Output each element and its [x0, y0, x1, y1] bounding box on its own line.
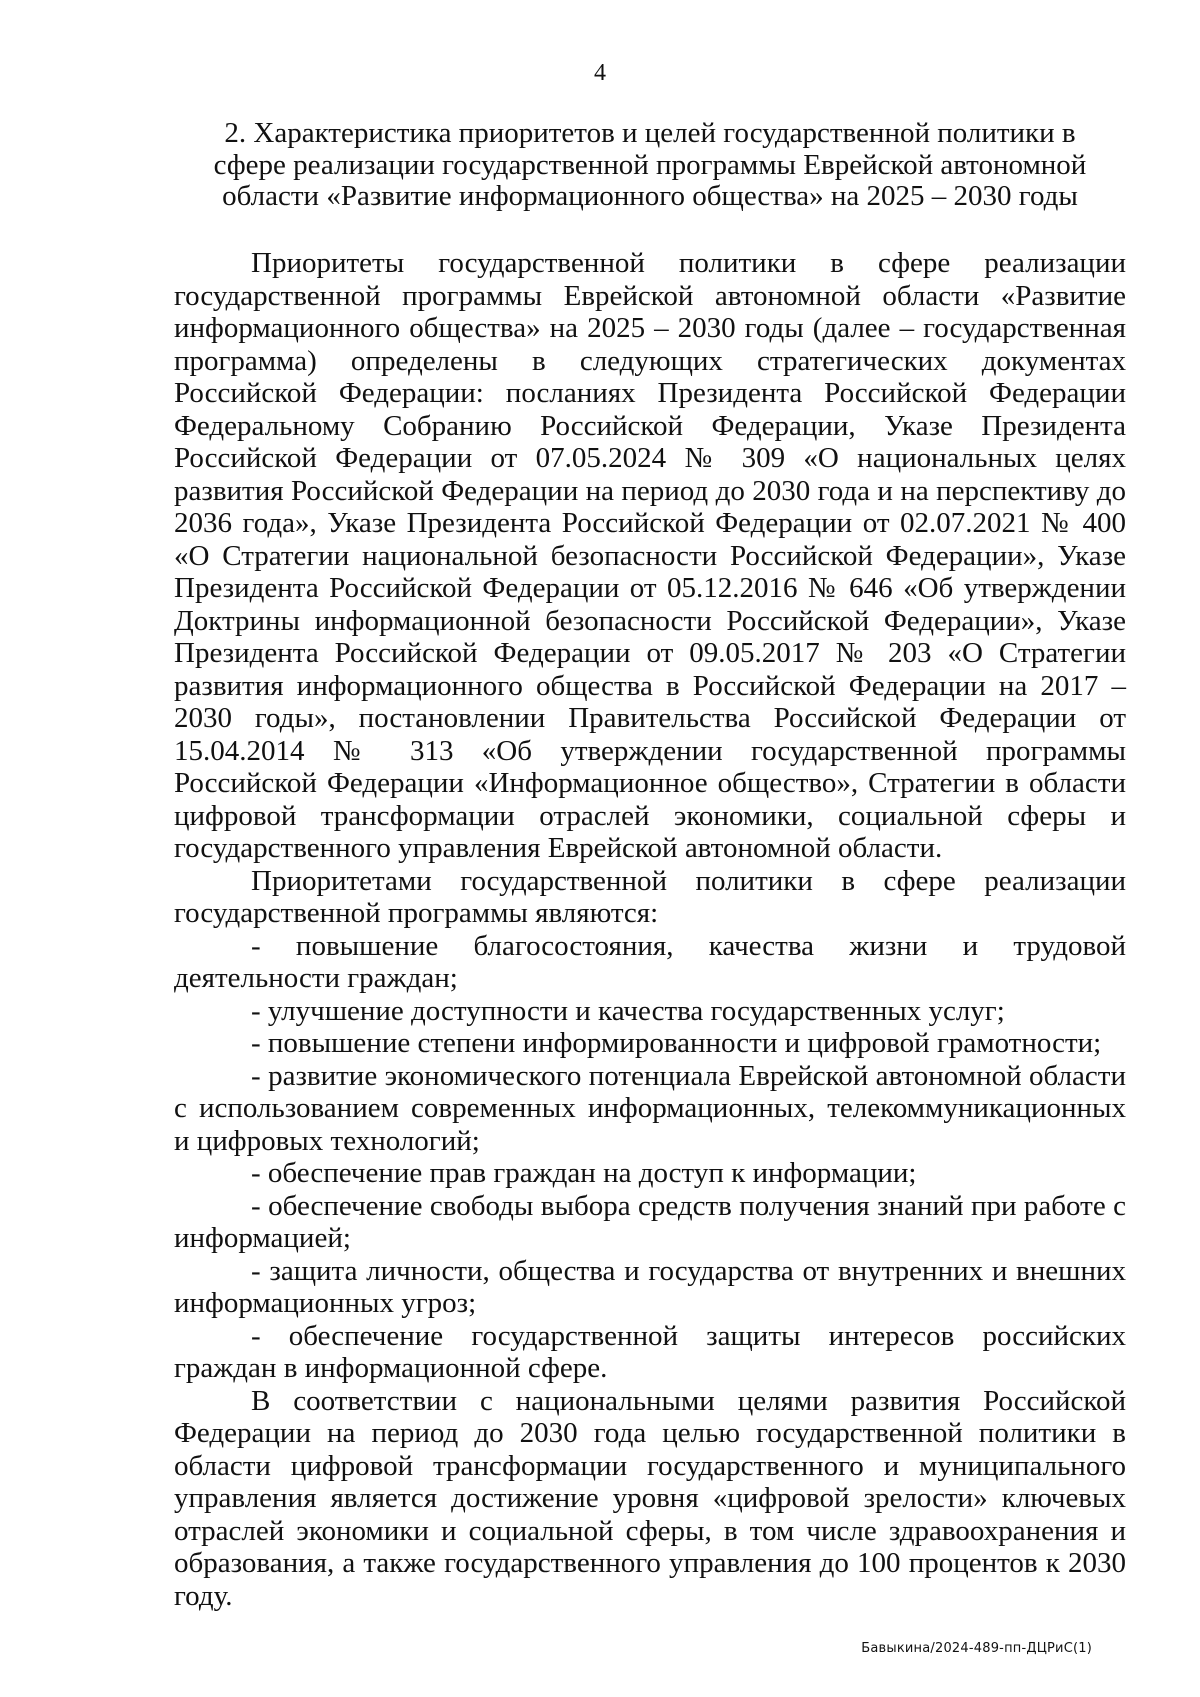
- paragraph-priorities-sources: Приоритеты государственной политики в сфере реализации государственной программы Еврейской автономной области «Развитие информационного общества» на 2025 – 2030 годы (далее – государственная программа) определены в следующих стратегических документах Российской Федерации: посланиях Президента Российской Федерации Федеральному Собранию Российской Федерации, Указе Президента Российской Федерации от 07.05.2024 № 309 «О национальных целях развития Российской Федерации на период до 2030 года и на перспективу до 2036 года», Указе Президента Российской Федерации от 02.07.2021 № 400 «О Стратегии национальной безопасности Российской Федерации», Указе Президента Российской Федерации от 05.12.2016 № 646 «Об утверждении Доктрины информационной безопасности Российской Федерации», Указе Президента Российской Федерации от 09.05.2017 № 203 «О Стратегии развития информационного общества в Российской Федерации на 2017 – 2030 годы», постановлении Правительства Российской Федерации от 15.04.2014 № 313 «Об утверждении государственной программы Российской Федерации «Информационное общество», Стратегии в области цифровой трансформации отраслей экономики, социальной сферы и государственного управления Еврейской автономной области.: [174, 247, 1126, 864]
- list-item-economy: - развитие экономического потенциала Еврейской автономной области с использованием современных информационных, телекоммуникационных и цифровых технологий;: [174, 1059, 1126, 1157]
- paragraph-goal: В соответствии с национальными целями развития Российской Федерации на период до 2030 года целью государственной политики в области цифровой трансформации государственного и муниципального управления является достижение уровня «цифровой зрелости» ключевых отраслей экономики и социальной сферы, в том числе здравоохранения и образования, а также государственного управления до 100 процентов к 2030 году.: [174, 1384, 1126, 1612]
- list-item-protection: - обеспечение государственной защиты интересов российских граждан в информационной сфере.: [174, 1319, 1126, 1384]
- page-number: 4: [594, 60, 606, 86]
- list-item-security: - защита личности, общества и государства от внутренних и внешних информационных угроз;: [174, 1254, 1126, 1319]
- section-heading: 2. Характеристика приоритетов и целей государственной политики в сфере реализации государственной программы Еврейской автономной области «Развитие информационного общества» на 2025 – 2030 годы: [213, 117, 1087, 212]
- document-body: [174, 247, 1126, 1612]
- list-item-access: - обеспечение прав граждан на доступ к информации;: [251, 1157, 917, 1189]
- list-item-welfare: - повышение благосостояния, качества жизни и трудовой деятельности граждан;: [174, 929, 1126, 994]
- document-code: Бавыкина/2024-489-пп-ДЦРиС(1): [861, 1641, 1092, 1656]
- list-item-freedom: - обеспечение свободы выбора средств получения знаний при работе с информацией;: [174, 1189, 1126, 1254]
- paragraph-priorities-intro: Приоритетами государственной политики в сфере реализации государственной программы являются:: [174, 864, 1126, 929]
- list-item-literacy: - повышение степени информированности и цифровой грамотности;: [251, 1027, 1102, 1059]
- list-item-services: - улучшение доступности и качества государственных услуг;: [251, 994, 1005, 1027]
